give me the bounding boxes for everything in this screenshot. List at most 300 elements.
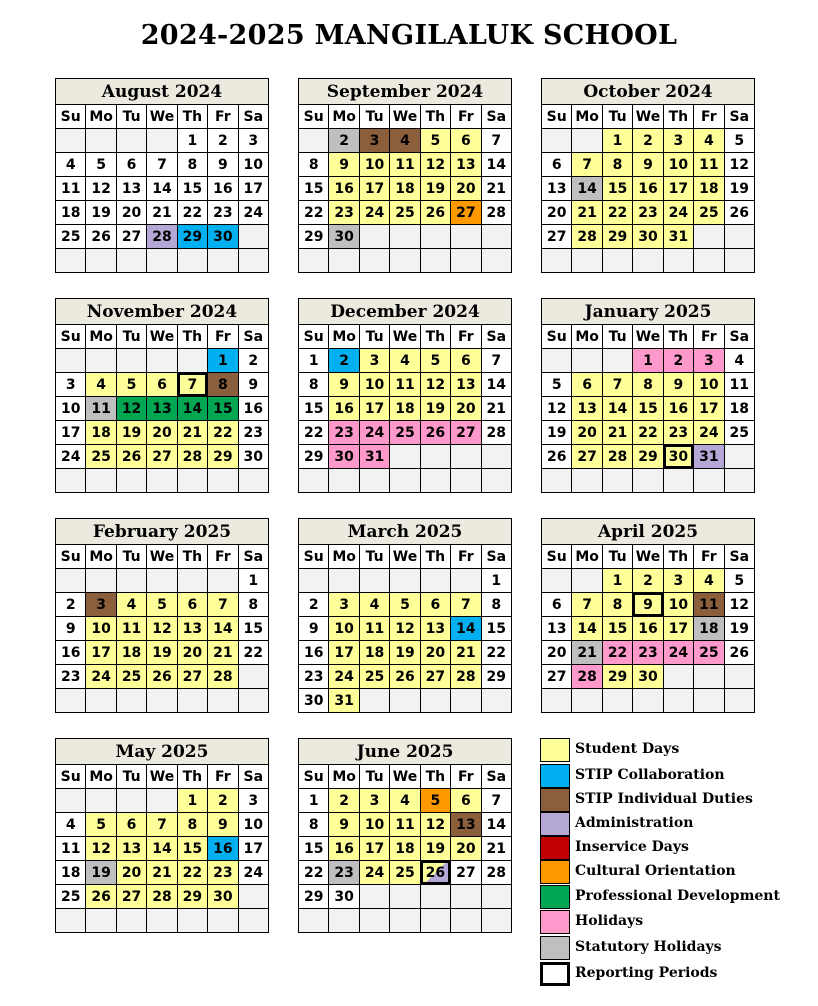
- empty-cell: [663, 665, 693, 689]
- day-cell: 11: [56, 177, 86, 201]
- day-cell: 26: [147, 665, 177, 689]
- day-cell: 22: [299, 421, 329, 445]
- empty-cell: [420, 885, 450, 909]
- weekday-header: Mo: [86, 765, 116, 789]
- empty-cell: [572, 469, 602, 493]
- day-cell: 24: [663, 641, 693, 665]
- week-row: [299, 909, 512, 933]
- day-cell: 18: [694, 177, 724, 201]
- empty-cell: [390, 569, 420, 593]
- empty-cell: [208, 909, 238, 933]
- weekday-header: Th: [177, 105, 207, 129]
- day-cell: 14: [177, 397, 207, 421]
- day-cell: 10: [359, 813, 389, 837]
- day-cell: 14: [208, 617, 238, 641]
- weekday-header: Su: [542, 105, 572, 129]
- empty-cell: [694, 225, 724, 249]
- day-cell: 25: [694, 201, 724, 225]
- week-row: [56, 641, 269, 665]
- day-cell: 1: [299, 789, 329, 813]
- empty-cell: [86, 469, 116, 493]
- empty-cell: [147, 909, 177, 933]
- week-row: [542, 665, 755, 689]
- day-cell: 6: [116, 813, 146, 837]
- legend-item-holiday: [540, 910, 800, 934]
- week-row: [56, 129, 269, 153]
- day-cell: 24: [86, 665, 116, 689]
- day-cell: 2: [329, 349, 359, 373]
- day-cell: 6: [147, 373, 177, 397]
- legend-item-stip: [540, 764, 800, 788]
- empty-cell: [481, 249, 511, 273]
- day-cell: 22: [602, 201, 632, 225]
- day-cell: 10: [359, 153, 389, 177]
- day-cell: 20: [116, 201, 146, 225]
- day-cell: 4: [56, 813, 86, 837]
- weekday-header: Th: [663, 545, 693, 569]
- day-cell: 8: [602, 153, 632, 177]
- day-cell: 19: [147, 641, 177, 665]
- week-row: [56, 421, 269, 445]
- day-cell: 14: [572, 177, 602, 201]
- day-cell: 2: [208, 129, 238, 153]
- week-row: [542, 225, 755, 249]
- month-feb-2025: [55, 518, 269, 713]
- legend-label: Inservice Days: [575, 839, 689, 855]
- day-cell: 19: [86, 861, 116, 885]
- weekday-header: Mo: [86, 545, 116, 569]
- day-cell: 4: [724, 349, 754, 373]
- day-cell: 23: [208, 201, 238, 225]
- day-cell: 4: [694, 129, 724, 153]
- weekday-header: Mo: [86, 105, 116, 129]
- week-row: [542, 129, 755, 153]
- day-cell: 17: [663, 617, 693, 641]
- day-cell: 5: [116, 373, 146, 397]
- day-cell: 7: [147, 153, 177, 177]
- weekday-header: Su: [299, 325, 329, 349]
- empty-cell: [572, 349, 602, 373]
- weekday-header: Sa: [724, 325, 754, 349]
- day-cell: 5: [86, 153, 116, 177]
- day-cell: 27: [542, 665, 572, 689]
- day-cell: 27: [572, 445, 602, 469]
- month-table: [55, 764, 269, 933]
- empty-cell: [451, 469, 481, 493]
- weekday-header: Fr: [694, 325, 724, 349]
- week-row: [299, 593, 512, 617]
- empty-cell: [299, 569, 329, 593]
- legend-label: Holidays: [575, 913, 644, 929]
- week-row: [299, 861, 512, 885]
- day-cell: 10: [238, 813, 268, 837]
- day-cell: 27: [177, 665, 207, 689]
- day-cell: 15: [481, 617, 511, 641]
- day-cell: 10: [329, 617, 359, 641]
- day-cell: 29: [299, 445, 329, 469]
- legend-swatch: [540, 860, 570, 884]
- day-cell: 12: [390, 617, 420, 641]
- month-title: November 2024: [55, 298, 269, 324]
- empty-cell: [359, 569, 389, 593]
- day-cell: 7: [602, 373, 632, 397]
- empty-cell: [116, 569, 146, 593]
- empty-cell: [177, 909, 207, 933]
- day-cell: 1: [602, 569, 632, 593]
- empty-cell: [420, 909, 450, 933]
- empty-cell: [724, 689, 754, 713]
- day-cell: 25: [390, 861, 420, 885]
- week-row: [56, 837, 269, 861]
- empty-cell: [451, 445, 481, 469]
- weekday-header: Tu: [116, 325, 146, 349]
- day-cell: 18: [116, 641, 146, 665]
- empty-cell: [542, 249, 572, 273]
- weekday-header: Th: [420, 325, 450, 349]
- weekday-header: Th: [663, 325, 693, 349]
- day-cell: 21: [481, 177, 511, 201]
- weekday-header: Th: [663, 105, 693, 129]
- day-cell: 5: [147, 593, 177, 617]
- legend-swatch: [540, 836, 570, 860]
- weekday-header: Th: [177, 325, 207, 349]
- empty-cell: [56, 789, 86, 813]
- month-oct-2024: [541, 78, 755, 273]
- day-cell: 24: [238, 201, 268, 225]
- empty-cell: [420, 469, 450, 493]
- day-cell: 12: [724, 593, 754, 617]
- empty-cell: [481, 909, 511, 933]
- day-cell: 27: [116, 885, 146, 909]
- day-cell: 19: [420, 177, 450, 201]
- day-cell: 9: [663, 373, 693, 397]
- weekday-header: Su: [56, 545, 86, 569]
- day-cell: 3: [86, 593, 116, 617]
- day-cell: 9: [208, 153, 238, 177]
- day-cell: 13: [572, 397, 602, 421]
- empty-cell: [299, 129, 329, 153]
- day-cell: 1: [299, 349, 329, 373]
- empty-cell: [86, 249, 116, 273]
- day-cell: 12: [147, 617, 177, 641]
- day-cell: 13: [542, 177, 572, 201]
- day-cell: 17: [56, 421, 86, 445]
- empty-cell: [329, 469, 359, 493]
- day-cell: 11: [694, 593, 724, 617]
- empty-cell: [147, 129, 177, 153]
- week-row: [299, 201, 512, 225]
- day-cell: 12: [542, 397, 572, 421]
- day-cell: 1: [177, 789, 207, 813]
- week-row: [56, 177, 269, 201]
- weekday-header: We: [390, 325, 420, 349]
- empty-cell: [147, 789, 177, 813]
- day-cell: 4: [694, 569, 724, 593]
- day-cell: 18: [359, 641, 389, 665]
- day-cell: 11: [390, 153, 420, 177]
- day-cell: 25: [724, 421, 754, 445]
- month-nov-2024: [55, 298, 269, 493]
- month-jun-2025: [298, 738, 512, 933]
- weekday-header: Mo: [572, 325, 602, 349]
- day-cell: 2: [633, 569, 663, 593]
- day-cell: 15: [177, 177, 207, 201]
- day-cell: 24: [329, 665, 359, 689]
- day-cell: 6: [542, 153, 572, 177]
- day-cell: 18: [694, 617, 724, 641]
- empty-cell: [147, 569, 177, 593]
- empty-cell: [481, 689, 511, 713]
- day-cell: 10: [359, 373, 389, 397]
- month-title: February 2025: [55, 518, 269, 544]
- day-cell: 17: [238, 837, 268, 861]
- day-cell: 29: [177, 225, 207, 249]
- weekday-header: Fr: [451, 765, 481, 789]
- day-cell: 20: [542, 201, 572, 225]
- weekday-header: Su: [299, 105, 329, 129]
- weekday-header: Mo: [86, 325, 116, 349]
- day-cell: 26: [542, 445, 572, 469]
- day-cell: 25: [390, 421, 420, 445]
- week-row: [56, 569, 269, 593]
- week-row: [56, 469, 269, 493]
- day-cell: 9: [329, 153, 359, 177]
- weekday-header: Su: [542, 325, 572, 349]
- day-cell: 13: [451, 153, 481, 177]
- weekday-header: We: [390, 105, 420, 129]
- empty-cell: [329, 909, 359, 933]
- empty-cell: [359, 885, 389, 909]
- empty-cell: [542, 469, 572, 493]
- empty-cell: [542, 569, 572, 593]
- empty-cell: [116, 249, 146, 273]
- weekday-header: Su: [299, 765, 329, 789]
- weekday-header: Fr: [208, 105, 238, 129]
- day-cell: 15: [208, 397, 238, 421]
- day-cell: 27: [116, 225, 146, 249]
- month-table: [55, 324, 269, 493]
- weekday-header: Mo: [329, 105, 359, 129]
- day-cell: 16: [299, 641, 329, 665]
- month-title: October 2024: [541, 78, 755, 104]
- empty-cell: [451, 689, 481, 713]
- day-cell: 22: [238, 641, 268, 665]
- day-cell: 12: [116, 397, 146, 421]
- day-cell: 22: [299, 861, 329, 885]
- weekday-header: Th: [177, 765, 207, 789]
- empty-cell: [299, 249, 329, 273]
- day-cell: 24: [694, 421, 724, 445]
- empty-cell: [177, 469, 207, 493]
- day-cell: 3: [238, 789, 268, 813]
- week-row: [299, 641, 512, 665]
- weekday-header: Fr: [208, 765, 238, 789]
- empty-cell: [177, 249, 207, 273]
- week-row: [299, 837, 512, 861]
- empty-cell: [208, 249, 238, 273]
- day-cell: 28: [481, 421, 511, 445]
- day-cell: 16: [329, 397, 359, 421]
- day-cell: 15: [602, 617, 632, 641]
- week-row: [542, 153, 755, 177]
- day-cell: 24: [56, 445, 86, 469]
- empty-cell: [86, 909, 116, 933]
- day-cell: 30: [329, 885, 359, 909]
- day-cell: 2: [633, 129, 663, 153]
- day-cell: 7: [481, 129, 511, 153]
- day-cell: 19: [420, 837, 450, 861]
- day-cell: 7: [147, 813, 177, 837]
- legend-item-admin: [540, 812, 800, 836]
- weekday-header: We: [147, 765, 177, 789]
- day-cell: 3: [359, 789, 389, 813]
- day-cell: 22: [602, 641, 632, 665]
- day-cell: 17: [359, 397, 389, 421]
- day-cell: 19: [116, 421, 146, 445]
- weekday-header: We: [147, 545, 177, 569]
- day-cell: 12: [86, 177, 116, 201]
- day-cell: 11: [694, 153, 724, 177]
- day-cell: 12: [420, 373, 450, 397]
- day-cell: 22: [481, 641, 511, 665]
- day-cell: 6: [572, 373, 602, 397]
- empty-cell: [238, 469, 268, 493]
- day-cell: 11: [724, 373, 754, 397]
- day-cell: 17: [359, 177, 389, 201]
- day-cell: 2: [663, 349, 693, 373]
- day-cell: 23: [56, 665, 86, 689]
- empty-cell: [238, 225, 268, 249]
- day-cell: 6: [451, 129, 481, 153]
- legend-item-duty: [540, 788, 800, 812]
- day-cell: 25: [390, 201, 420, 225]
- empty-cell: [359, 249, 389, 273]
- empty-cell: [116, 129, 146, 153]
- empty-cell: [390, 909, 420, 933]
- weekday-header: Fr: [451, 105, 481, 129]
- empty-cell: [602, 469, 632, 493]
- day-cell: 11: [56, 837, 86, 861]
- empty-cell: [481, 445, 511, 469]
- month-table: [55, 104, 269, 273]
- day-cell: 1: [481, 569, 511, 593]
- weekday-header: Fr: [694, 105, 724, 129]
- weekday-header: Tu: [602, 325, 632, 349]
- day-cell: 7: [481, 789, 511, 813]
- empty-cell: [359, 909, 389, 933]
- weekday-header: Fr: [208, 325, 238, 349]
- day-cell: 12: [724, 153, 754, 177]
- day-cell: 9: [56, 617, 86, 641]
- day-cell: 27: [451, 861, 481, 885]
- empty-cell: [451, 909, 481, 933]
- day-cell: 15: [299, 177, 329, 201]
- empty-cell: [572, 689, 602, 713]
- empty-cell: [238, 689, 268, 713]
- weekday-header: Mo: [572, 545, 602, 569]
- day-cell: 17: [694, 397, 724, 421]
- empty-cell: [694, 689, 724, 713]
- empty-cell: [572, 129, 602, 153]
- day-cell: 16: [208, 837, 238, 861]
- day-cell: 2: [238, 349, 268, 373]
- empty-cell: [602, 689, 632, 713]
- empty-cell: [86, 689, 116, 713]
- week-row: [542, 397, 755, 421]
- day-cell: 6: [177, 593, 207, 617]
- day-cell: 29: [602, 665, 632, 689]
- empty-cell: [390, 885, 420, 909]
- legend-label: Administration: [575, 815, 694, 831]
- day-cell: 10: [663, 593, 693, 617]
- week-row: [542, 445, 755, 469]
- week-row: [542, 641, 755, 665]
- empty-cell: [359, 689, 389, 713]
- day-cell: 14: [147, 837, 177, 861]
- week-row: [56, 373, 269, 397]
- day-cell: 19: [420, 397, 450, 421]
- day-cell: 13: [451, 373, 481, 397]
- day-cell: 19: [542, 421, 572, 445]
- day-cell: 13: [420, 617, 450, 641]
- empty-cell: [542, 129, 572, 153]
- empty-cell: [694, 469, 724, 493]
- legend-swatch: [540, 812, 570, 836]
- empty-cell: [724, 469, 754, 493]
- day-cell: 8: [299, 153, 329, 177]
- day-cell: 20: [451, 837, 481, 861]
- day-cell: 28: [481, 861, 511, 885]
- day-cell: 10: [663, 153, 693, 177]
- day-cell: 16: [238, 397, 268, 421]
- day-cell: 21: [451, 641, 481, 665]
- month-table: [55, 544, 269, 713]
- day-cell: 16: [208, 177, 238, 201]
- empty-cell: [359, 225, 389, 249]
- day-cell: 11: [116, 617, 146, 641]
- day-cell: 15: [177, 837, 207, 861]
- day-cell: 21: [572, 641, 602, 665]
- day-cell: 21: [481, 397, 511, 421]
- day-cell: 24: [238, 861, 268, 885]
- empty-cell: [572, 249, 602, 273]
- week-row: [542, 177, 755, 201]
- empty-cell: [208, 469, 238, 493]
- weekday-header: We: [147, 325, 177, 349]
- legend-label: STIP Collaboration: [575, 767, 725, 783]
- day-cell: 16: [56, 641, 86, 665]
- day-cell: 18: [56, 201, 86, 225]
- empty-cell: [56, 129, 86, 153]
- empty-cell: [177, 349, 207, 373]
- day-cell: 20: [451, 177, 481, 201]
- weekday-header: Fr: [451, 325, 481, 349]
- week-row: [542, 593, 755, 617]
- day-cell: 13: [542, 617, 572, 641]
- day-cell: 26: [420, 201, 450, 225]
- day-cell: 4: [359, 593, 389, 617]
- empty-cell: [572, 569, 602, 593]
- day-cell: 6: [420, 593, 450, 617]
- empty-cell: [208, 689, 238, 713]
- empty-cell: [208, 569, 238, 593]
- day-cell: 28: [481, 201, 511, 225]
- legend-swatch: [540, 885, 570, 909]
- empty-cell: [56, 689, 86, 713]
- day-cell: 10: [694, 373, 724, 397]
- month-table: [298, 104, 512, 273]
- day-cell: 27: [542, 225, 572, 249]
